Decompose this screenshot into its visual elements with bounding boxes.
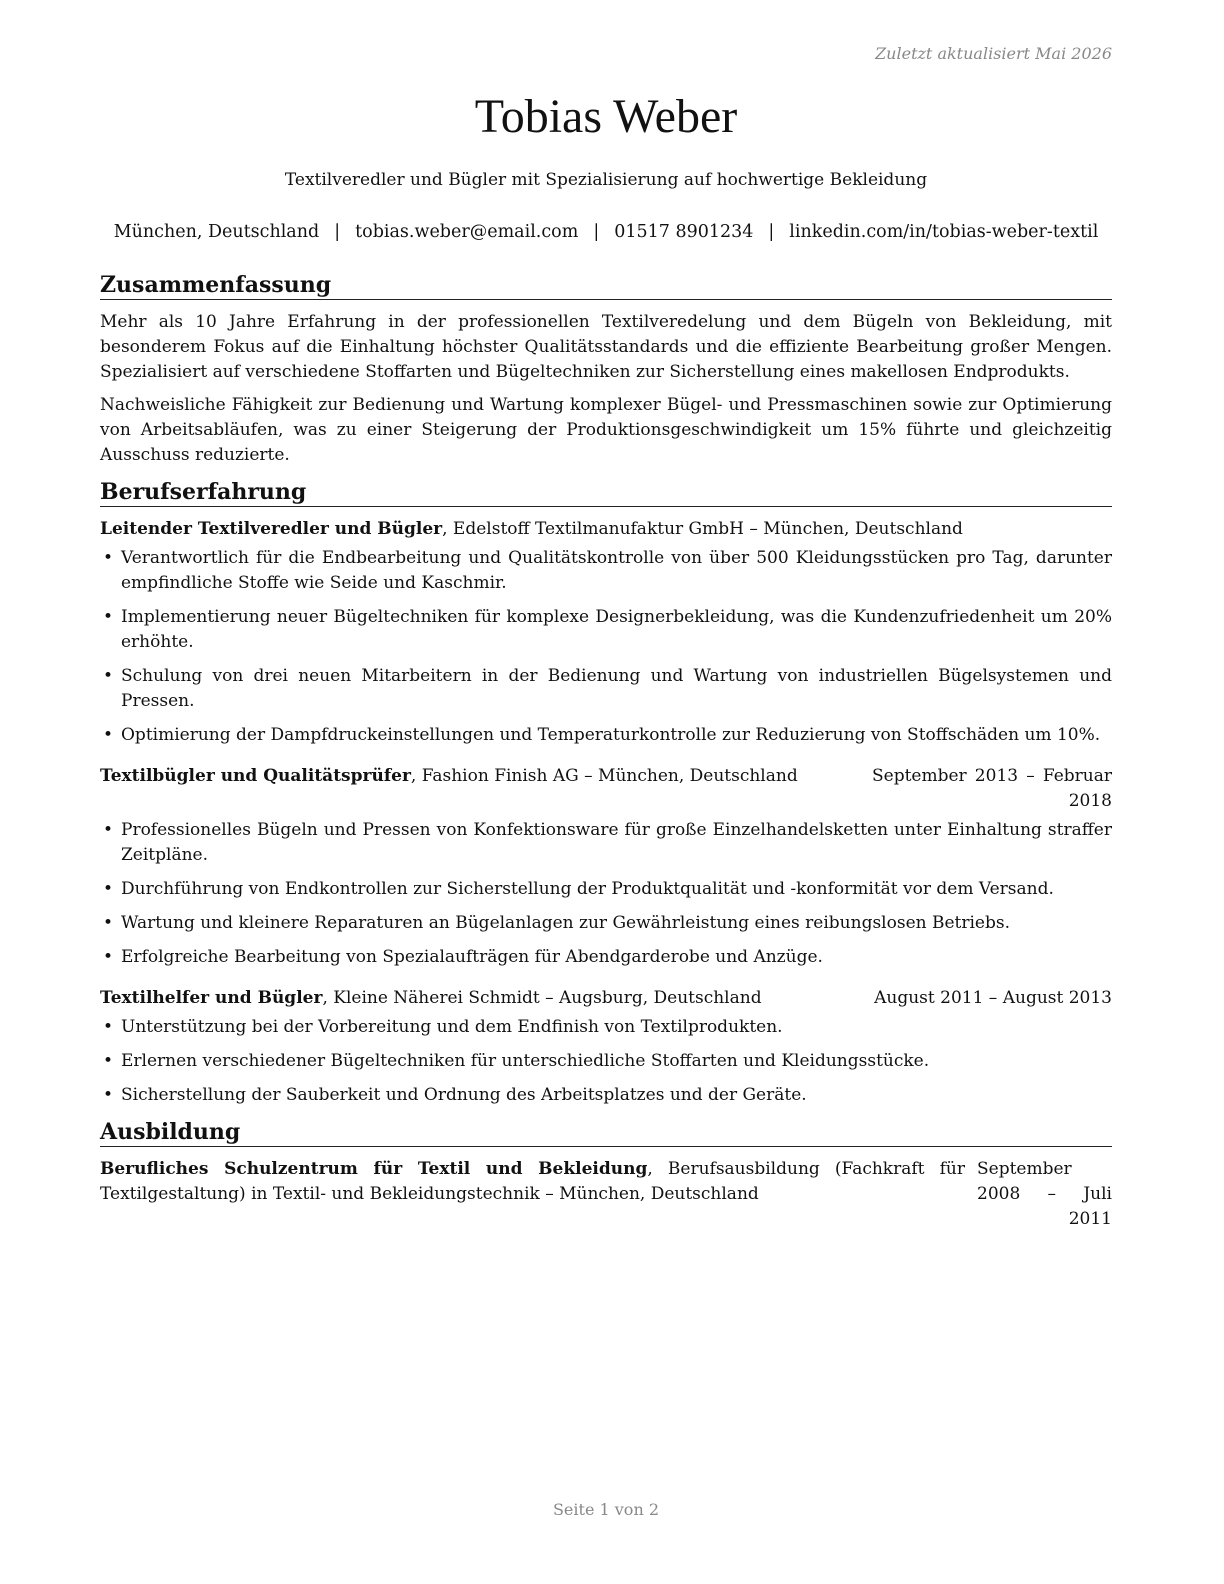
- job-company: , Kleine Näherei Schmidt – Augsburg, Deutschland: [322, 988, 762, 1008]
- job-title-line: [100, 764, 798, 789]
- education-school: Berufliches Schulzentrum für Textil und Bekleidung: [100, 1159, 648, 1179]
- education-detail: , Berufsausbildung (Fachkraft für Textilgestaltung) in Textil- und Bekleidungstechnik – München, Deutschland: [100, 1159, 965, 1204]
- summary-paragraph: Nachweisliche Fähigkeit zur Bedienung und Wartung komplexer Bügel- und Pressmaschinen sowie zur Optimierung von Arbeitsabläufen, was zu einer Steigerung der Produktionsgeschwindigkeit um 15% führte und gleichzeitig Ausschuss reduzierte.: [100, 395, 1112, 465]
- job-dates: September 2013 – Februar 2018: [872, 766, 1112, 811]
- list-item: • Erlernen verschiedener Bügeltechniken für unterschiedliche Stoffarten und Kleidungsstücke.: [100, 1049, 1112, 1074]
- job-header: [100, 764, 1112, 814]
- resume-content: [100, 271, 1112, 1242]
- section-title-education: Ausbildung: [100, 1118, 1112, 1147]
- resume-page: [100, 0, 1112, 1584]
- page-number: Seite 1 von 2: [552, 1500, 660, 1519]
- candidate-name: Tobias Weber: [474, 90, 738, 143]
- job-header: [100, 986, 1112, 1011]
- summary-paragraph: Mehr als 10 Jahre Erfahrung in der professionellen Textilveredelung und dem Bügeln von Bekleidung, mit besonderem Fokus auf die Einhaltung höchster Qualitätsstandards und die effiziente Bearbeitung großer Mengen. Spezialisiert auf verschiedene Stoffarten und Bügeltechniken zur Sicherstellung eines makellosen Endprodukts.: [100, 312, 1112, 382]
- job-title-line: [100, 517, 963, 542]
- job-role: Textilhelfer und Bügler: [100, 988, 323, 1008]
- job-bullets: [100, 546, 1112, 748]
- contact-separator: |: [593, 222, 600, 242]
- last-updated: Zuletzt aktualisiert Mai 2026: [875, 44, 1112, 63]
- list-item: • Professionelles Bügeln und Pressen von Konfektionsware für große Einzelhandelsketten unter Einhaltung straffer Zeitpläne.: [100, 818, 1112, 868]
- list-item: • Erfolgreiche Bearbeitung von Spezialaufträgen für Abendgarderobe und Anzüge.: [100, 945, 1112, 970]
- contact-email-link[interactable]: tobias.weber@email.com: [355, 222, 579, 242]
- job-role: Leitender Textilveredler und Bügler: [100, 519, 443, 539]
- contact-phone[interactable]: 01517 8901234: [614, 222, 754, 242]
- list-item: • Implementierung neuer Bügeltechniken für komplexe Designerbekleidung, was die Kundenzufriedenheit um 20% erhöhte.: [100, 605, 1112, 655]
- contact-separator: |: [334, 222, 341, 242]
- education-section: [100, 1118, 1112, 1232]
- list-item: • Verantwortlich für die Endbearbeitung und Qualitätskontrolle von über 500 Kleidungsstücken pro Tag, darunter empfindliche Stoffe wie Seide und Kaschmir.: [100, 546, 1112, 596]
- job-entry: [100, 764, 1112, 970]
- candidate-tagline: Textilveredler und Bügler mit Spezialisierung auf hochwertige Bekleidung: [284, 170, 928, 190]
- list-item: • Durchführung von Endkontrollen zur Sicherstellung der Produktqualität und -konformität vor dem Versand.: [100, 877, 1112, 902]
- list-item: • Schulung von drei neuen Mitarbeitern in der Bedienung und Wartung von industriellen Bügelsystemen und Pressen.: [100, 664, 1112, 714]
- job-title-line: [100, 986, 762, 1011]
- contact-location: München, Deutschland: [113, 222, 320, 242]
- section-title-experience: Berufserfahrung: [100, 478, 1112, 507]
- job-entry: [100, 517, 1112, 748]
- contact-linkedin-link[interactable]: linkedin.com/in/tobias-weber-textil: [789, 222, 1099, 242]
- job-role: Textilbügler und Qualitätsprüfer: [100, 766, 411, 786]
- job-bullets: [100, 1015, 1112, 1108]
- job-bullets: [100, 818, 1112, 970]
- experience-section: [100, 478, 1112, 1108]
- contact-separator: |: [768, 222, 775, 242]
- summary-section: [100, 271, 1112, 468]
- job-company: , Fashion Finish AG – München, Deutschland: [410, 766, 798, 786]
- education-line: [100, 1157, 965, 1207]
- job-dates: August 2011 – August 2013: [874, 988, 1112, 1008]
- job-header: [100, 517, 1112, 542]
- education-dates: September 2008 – Juli 2011: [977, 1159, 1112, 1229]
- contact-line: [100, 219, 1112, 245]
- education-entry: [100, 1157, 1112, 1232]
- job-entry: [100, 986, 1112, 1108]
- section-title-summary: Zusammenfassung: [100, 271, 1112, 300]
- list-item: • Wartung und kleinere Reparaturen an Bügelanlagen zur Gewährleistung eines reibungslosen Betriebs.: [100, 911, 1112, 936]
- list-item: • Optimierung der Dampfdruckeinstellungen und Temperaturkontrolle zur Reduzierung von Stoffschäden um 10%.: [100, 723, 1112, 748]
- list-item: • Unterstützung bei der Vorbereitung und dem Endfinish von Textilprodukten.: [100, 1015, 1112, 1040]
- list-item: • Sicherstellung der Sauberkeit und Ordnung des Arbeitsplatzes und der Geräte.: [100, 1083, 1112, 1108]
- job-company: , Edelstoff Textilmanufaktur GmbH – München, Deutschland: [442, 519, 963, 539]
